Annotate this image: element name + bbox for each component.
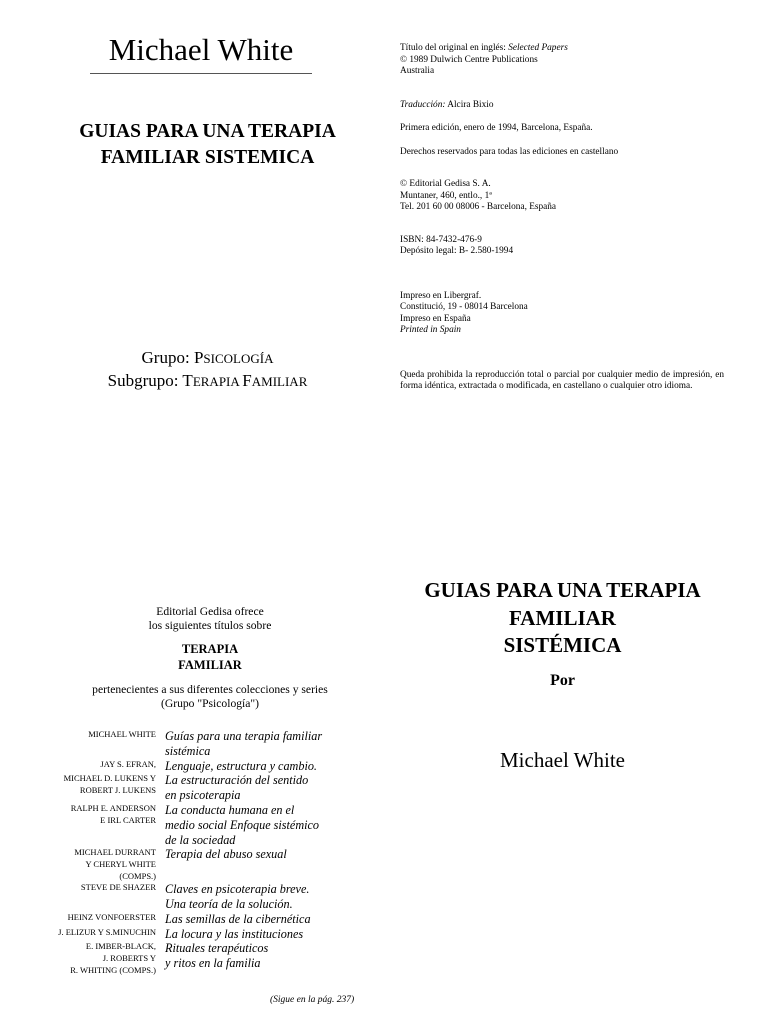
list-item [40,847,380,882]
collections-text [40,683,380,711]
first-edition: Primera edición, enero de 1994, Barcelona, España. [400,123,593,133]
collections-line2: (Grupo "Psicología") [160,697,259,710]
subgroup-value-rest2: AMILIAR [251,374,308,389]
author-name-bottom: Michael White [500,748,625,772]
list-item [40,759,380,774]
book-title: Las semillas de la cibernética [165,911,311,926]
book-author: MICHAEL DURRANT Y CHERYL WHITE (COMPS.) [74,847,156,881]
isbn: ISBN: 84-7432-476-9 [400,234,482,245]
list-item [40,882,380,912]
book-author: HEINZ VONFOERSTER [67,911,156,922]
list-item [40,803,380,847]
book-title: Terapia del abuso sexual [165,847,287,862]
series-title [40,641,380,673]
translator: Alcira Bixio [445,99,494,110]
book-title-top-line2: FAMILIAR SISTEMICA [100,147,315,168]
printed-in-spain-en: Printed in Spain [400,325,461,335]
subgroup-label: Subgrupo: [107,371,183,390]
book-author: STEVE DE SHAZER [80,882,156,893]
by-label: Por [550,672,575,689]
book-title: Guías para una terapia familiar sistémica [165,729,323,758]
subgroup-value-cap1: T [182,371,193,390]
original-title-prefix: Título del original en inglés: [400,43,509,53]
collections-line1: pertenecientes a sus diferentes colecciones y series [92,683,328,696]
legal-notice: Queda prohibida la reproducción total o parcial por cualquier medio de impresión, en forma idéntica, extractada o modificada, en castellano o cualquier otro idioma. [400,369,724,391]
book-title: Rituales terapéuticos y ritos en la familia [165,941,269,971]
translation-line [400,100,724,112]
original-title: Selected Papers [508,43,568,53]
list-item [40,912,380,927]
author-underline-rule [90,73,312,74]
book-author: J. ELIZUR Y S.MINUCHIN [58,926,156,937]
publisher-copyright: © Editorial Gedisa S. A. [400,179,491,189]
intro-text [40,605,380,633]
book-author: JAY S. EFRAN, [100,758,156,769]
author-name-top: Michael White [108,32,294,67]
book-title: Lenguaje, estructura y cambio. [165,758,317,773]
book-author: MICHAEL WHITE [88,729,156,739]
group-line [40,347,375,370]
list-item [40,941,380,976]
country: Australia [400,66,435,76]
book-title: La locura y las instituciones [165,926,304,941]
original-title-line [400,43,724,55]
group-value-rest: SICOLOGÍA [203,351,274,366]
copyright-original: © 1989 Dulwich Centre Publications [400,54,538,65]
series-title-line2: FAMILIAR [178,658,242,672]
subgroup-value-rest1: ERAPIA [192,374,243,389]
book-title: Claves en psicoterapia breve. Una teoría de la solución. [165,882,310,911]
group-label: Grupo: [141,348,194,367]
book-title-bottom-line1: GUIAS PARA UNA TERAPIA [424,578,701,602]
group-block [40,347,375,393]
book-title-bottom [395,577,730,660]
printed-in-spain-es: Impreso en España [400,313,471,324]
book-title-top [40,119,375,171]
list-item [40,927,380,942]
printer-address: Constitució, 19 - 08014 Barcelona [400,302,528,312]
publisher-address: Muntaner, 460, entlo., 1ª [400,190,492,201]
legal-deposit: Depósito legal: B- 2.580-1994 [400,246,514,256]
continued-note: (Sigue en la pág. 237) [270,995,355,1005]
book-list [40,729,380,976]
book-title-bottom-line2: FAMILIAR [509,605,616,630]
book-list-page [40,605,380,976]
book-author: MICHAEL D. LUKENS Y ROBERT J. LUKENS [63,773,156,795]
intro-line2: los siguientes títulos sobre [148,619,272,632]
book-author: E. IMBER-BLACK, J. ROBERTS Y R. WHITING (COMPS.) [70,941,156,975]
list-item [40,729,380,759]
subgroup-value-cap2: F [242,371,252,390]
book-title: La estructuración del sentido en psicoterapia [165,773,309,803]
printed-by: Impreso en Libergraf. [400,290,482,301]
book-title-bottom-line3: SISTÉMICA [503,633,622,657]
translation-label: Traducción: [400,99,446,110]
series-title-line1: TERAPIA [181,642,239,656]
subgroup-line [40,370,375,393]
book-title-top-line1: GUIAS PARA UNA TERAPIA [79,121,336,142]
rights-reserved: Derechos reservados para todas las ediciones en castellano [400,146,619,157]
list-item [40,773,380,803]
intro-line1: Editorial Gedisa ofrece [156,605,264,618]
credits-page [400,43,724,393]
publisher-phone: Tel. 201 60 00 08006 - Barcelona, España [400,202,557,212]
group-value-cap: P [193,348,204,367]
book-author: RALPH E. ANDERSON E IRL CARTER [70,802,156,825]
book-title: La conducta humana en el medio social Enfoque sistémico de la sociedad [165,802,320,847]
